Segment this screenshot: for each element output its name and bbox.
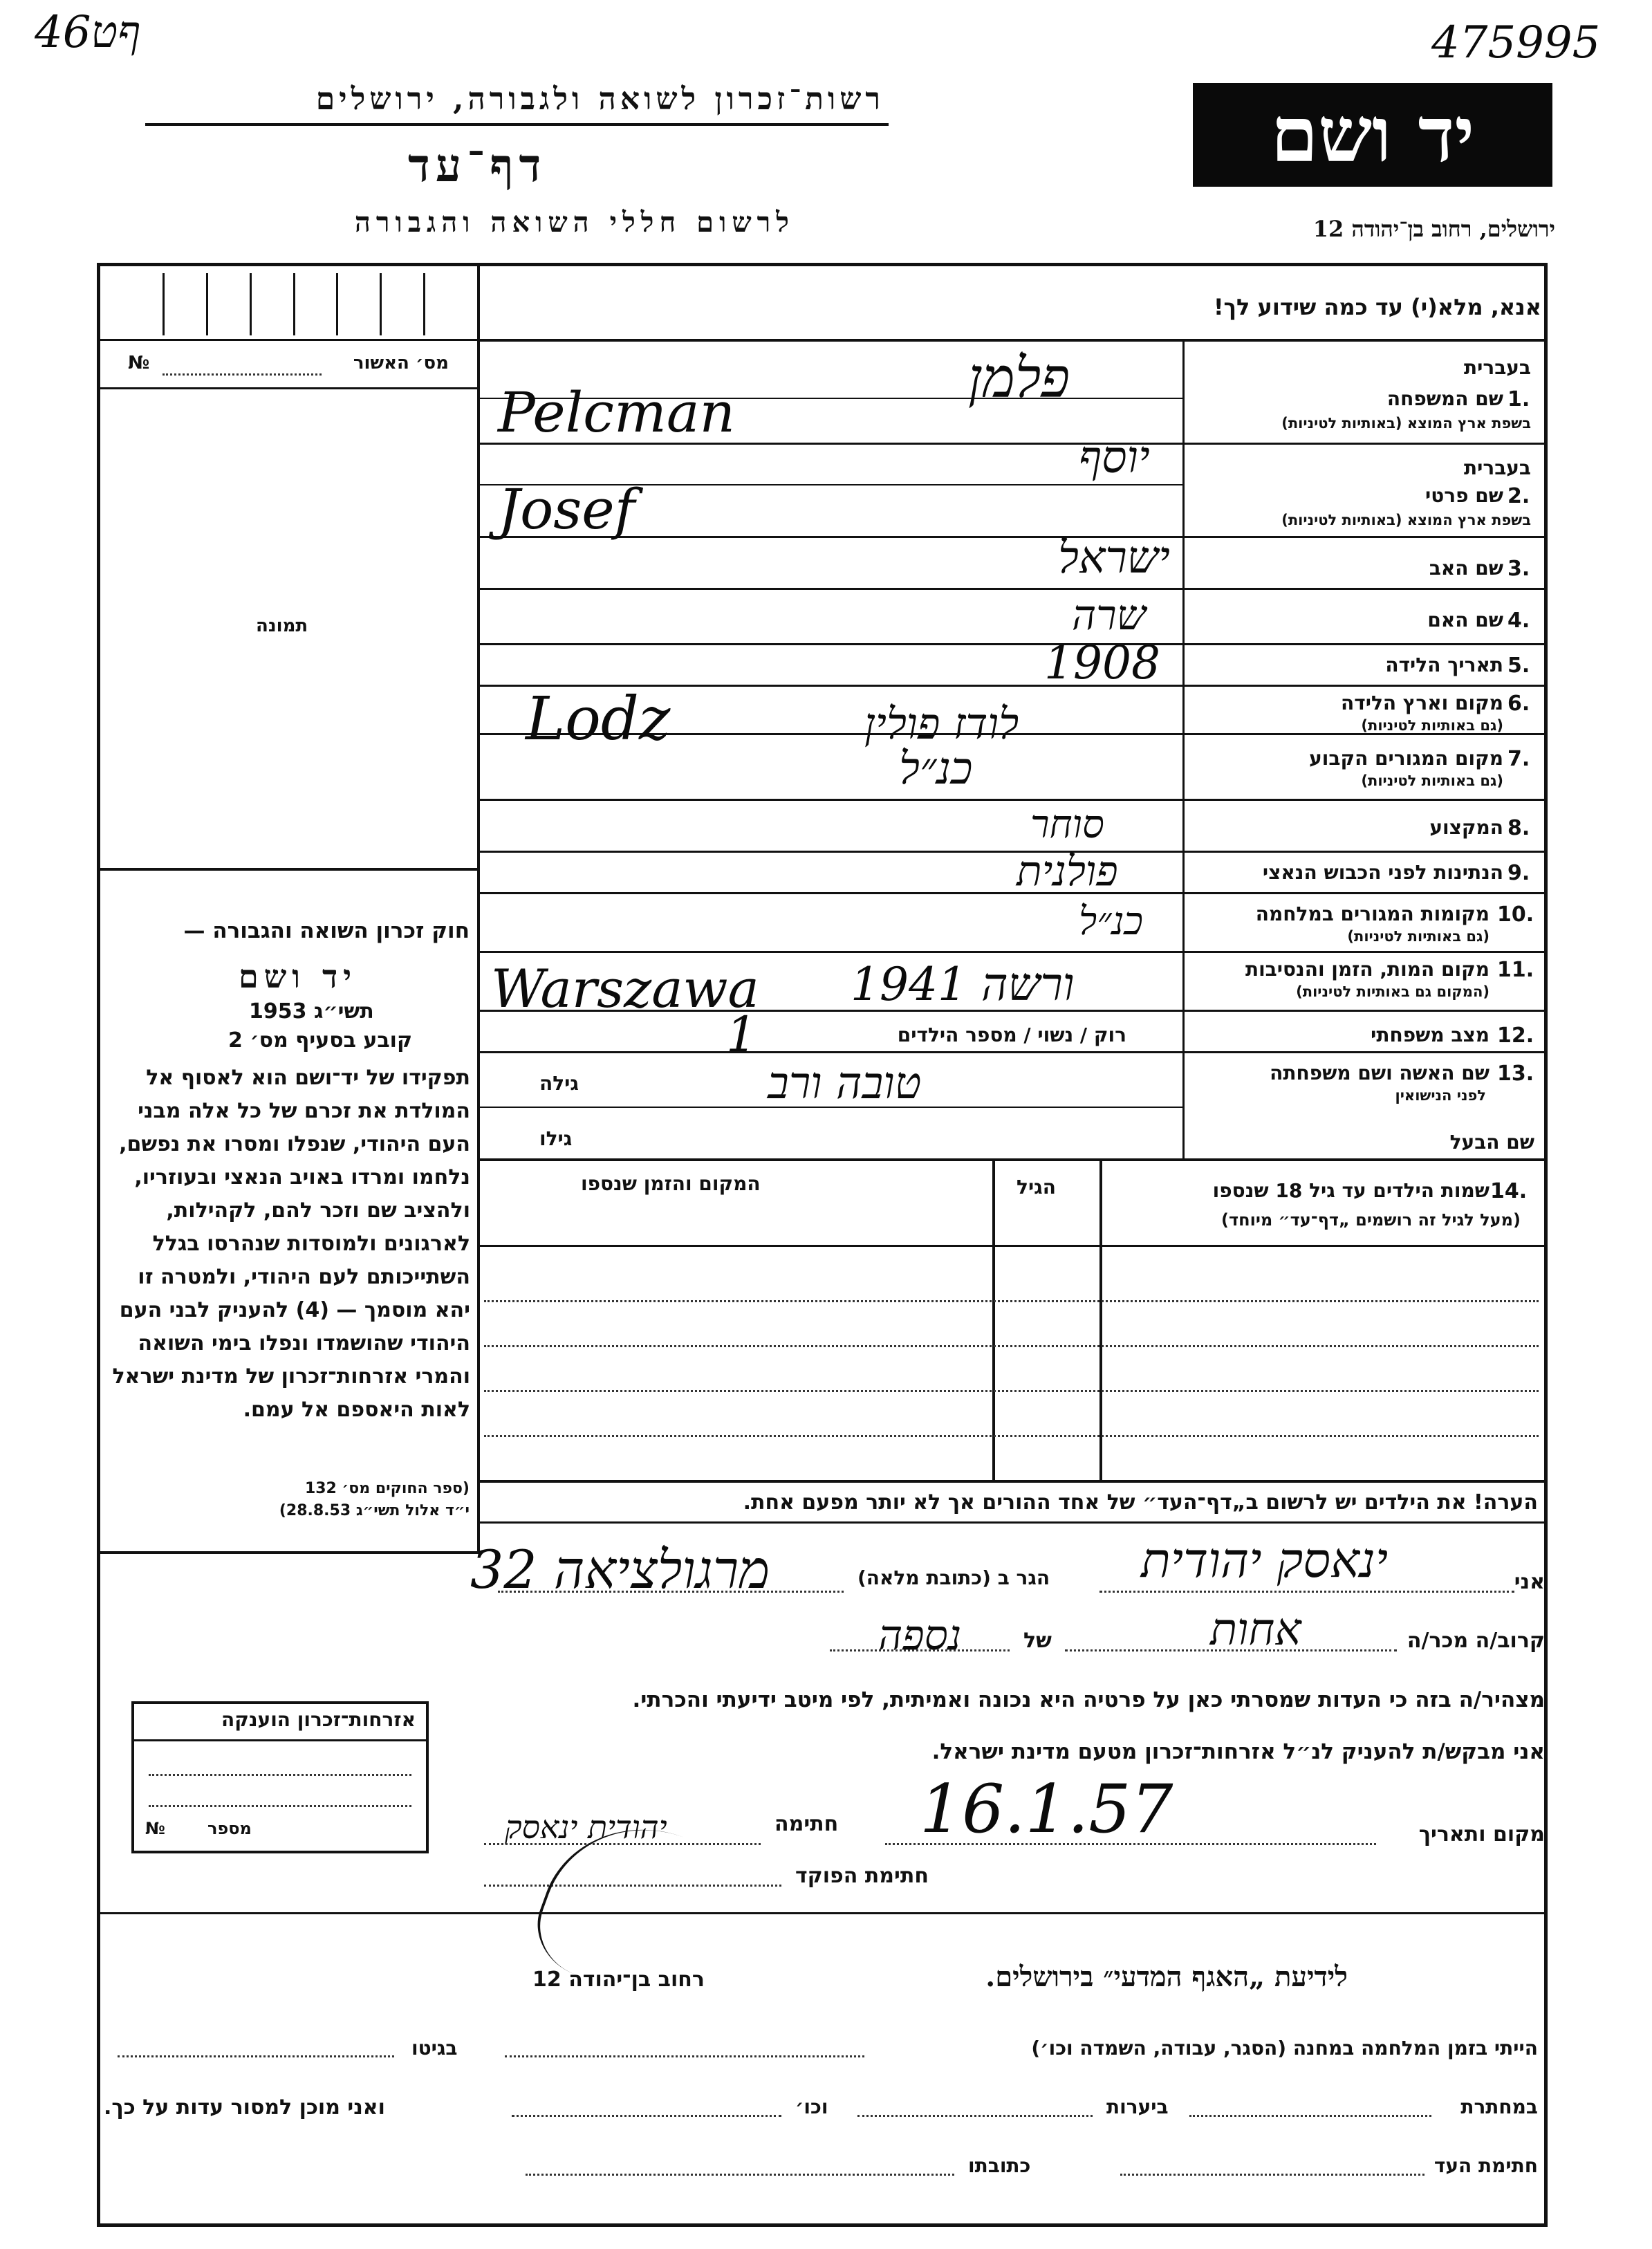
- row-rule: [477, 643, 1548, 645]
- value-first-name-hebrew: יוסף: [1079, 432, 1150, 483]
- instruction-row-bottom: [477, 339, 1548, 342]
- corner-record-number: 475995: [1431, 17, 1601, 68]
- of-value: נספה: [878, 1611, 962, 1660]
- value-family-name-latin: Pelcman: [498, 380, 736, 445]
- value-family-name-hebrew: פלמן: [968, 346, 1070, 410]
- footer-institute: לידיעת „האגף המדעי״ בירושלים.: [985, 1961, 1348, 1993]
- field-number: 1.: [1507, 387, 1530, 411]
- children-label: שמות הילדים עד גיל 18 שנספו: [1212, 1179, 1489, 1202]
- value-nationality: פולנית: [1017, 847, 1118, 896]
- declaration-text: מצהיר/ה בזה כי העדות שמסרתי כאן על פרטיה היא נכונה ואמיתית, לפי מיטב ידיעתי והכרתי.: [632, 1687, 1545, 1712]
- footer-line2-etc-blank: [512, 2115, 781, 2117]
- field-number: 12.: [1497, 1024, 1534, 1048]
- field-number: 4.: [1507, 609, 1530, 633]
- field-label-nationality: הנתינות לפני הכבוש הנאצי: [1262, 861, 1503, 884]
- authority-line: רשות־זכרון לשואה ולגבורה, ירושלים: [315, 82, 884, 117]
- signature-value: יהודית ינאסק: [505, 1808, 667, 1846]
- field-sub: בשפת ארץ המוצא (באותיות לטיניות): [1281, 512, 1531, 528]
- sidebar-bottom-rule: [100, 1551, 479, 1554]
- instruction-text: אנא, מלא(י) עד כמה שידוע לך!: [1213, 294, 1541, 320]
- approval-number-line: [163, 373, 322, 376]
- photo-label: תמונה: [256, 616, 308, 636]
- footer-institute-address: רחוב בן־יהודה 12: [532, 1968, 705, 1992]
- logo-text: יד ושם: [1270, 90, 1475, 179]
- row-rule: [477, 1158, 1548, 1161]
- relation-label: קרוב/ה מכר/ה: [1407, 1629, 1545, 1653]
- signature-label: חתימה: [774, 1812, 839, 1836]
- label-column-divider: [1182, 339, 1185, 1158]
- field-number: 6.: [1507, 692, 1530, 716]
- marital-options: רוק / נשוי / מספר הילדים: [897, 1024, 1126, 1046]
- children-row: [484, 1300, 1539, 1302]
- children-sub: (מעל לגיל זה רושמים „דף־עד״ מיוחד): [1221, 1210, 1521, 1230]
- row-rule: [477, 799, 1548, 801]
- field-sub: לפני הנישואין: [1395, 1087, 1486, 1104]
- sidebar-top-rule: [100, 339, 477, 341]
- row-rule: [477, 1051, 1548, 1053]
- value-birth-place: לודז פולין: [864, 698, 1019, 749]
- law-year: תשי״ג 1953: [249, 999, 374, 1024]
- declarant-address-label: הגר ב (כתובת מלאה): [857, 1566, 1050, 1589]
- registry-grid: [121, 273, 467, 335]
- children-row: [484, 1345, 1539, 1347]
- citizenship-box-title: אזרחות־זכרון הוענקה: [221, 1708, 416, 1731]
- citizenship-box-line: [149, 1774, 411, 1776]
- field-number: 2.: [1507, 484, 1530, 508]
- row-rule: [477, 892, 1548, 894]
- field-sub: (המקום גם באותיות לטיניות): [1296, 983, 1489, 1000]
- citizenship-number-sign: №: [145, 1819, 165, 1838]
- authority-underline: [145, 123, 889, 126]
- footer-line3-address: כתובתו: [968, 2154, 1031, 2177]
- institution-address: ירושלים, רחוב בן־יהודה 12: [1312, 216, 1555, 242]
- place-date-value: 16.1.57: [920, 1770, 1173, 1848]
- footer-line3-address-blank: [526, 2174, 954, 2176]
- relation-value: אחות: [1210, 1604, 1301, 1656]
- citizenship-box-rule: [134, 1739, 426, 1741]
- law-title: חוק זכרון השואה והגבורה —: [183, 918, 470, 943]
- value-mother-name: שרה: [1072, 591, 1147, 640]
- value-wife-name: טובה ורב: [768, 1058, 922, 1109]
- note-bottom-rule: [477, 1521, 1548, 1524]
- value-death-place-latin: Warszawa: [491, 958, 759, 1019]
- field-label-marital-status: מצב משפחתי: [1371, 1024, 1489, 1046]
- children-col-place: המקום והזמן שנספו: [581, 1172, 761, 1195]
- field-label-death-place: מקום המות, הזמן והנסיבות: [1245, 958, 1489, 981]
- footer-line2-underground: במחתרת: [1460, 2095, 1538, 2118]
- yad-vashem-logo: [1193, 83, 1552, 187]
- relation-line: [1065, 1649, 1397, 1651]
- footer-line1-ghetto-blank: [118, 2055, 394, 2057]
- field-number: 8.: [1507, 816, 1530, 840]
- children-header-rule: [477, 1245, 1548, 1247]
- children-note: הערה! את הילדים יש לרשום ב„דף־העד״ של אחד ההורים אך לא יותר מפעם אחת.: [743, 1490, 1538, 1515]
- wife-age-label: גילה: [539, 1072, 579, 1095]
- value-profession: סוחר: [1030, 802, 1104, 847]
- row-rule: [477, 951, 1548, 953]
- field-label-wife-name: שם האשה ושם משפחתה: [1270, 1062, 1489, 1084]
- field-label-profession: המקצוע: [1429, 816, 1503, 839]
- field-hebrew-tag: בעברית: [1463, 356, 1531, 379]
- value-wartime-residence: כנ״ל: [1079, 899, 1144, 944]
- children-field-number: 14.: [1490, 1179, 1528, 1203]
- citizenship-number-label: מספר: [207, 1819, 252, 1838]
- row-rule: [477, 588, 1548, 590]
- field-hebrew-tag: בעברית: [1463, 456, 1531, 479]
- field-label-first-name: שם פרטי: [1424, 484, 1503, 507]
- value-birth-place-latin: Lodz: [526, 685, 671, 754]
- field-number: 7.: [1507, 747, 1530, 771]
- field-number: 3.: [1507, 557, 1530, 581]
- of-label: של: [1023, 1629, 1052, 1653]
- field-label-wartime-residence: מקומות המגורים במלחמה: [1255, 903, 1489, 925]
- footer-line2-etc: וכו׳: [795, 2095, 828, 2118]
- approval-number-sign: №: [128, 353, 150, 373]
- value-death-place: ורשה 1941: [851, 958, 1075, 1011]
- of-line: [830, 1649, 1010, 1651]
- husband-age-label: גילו: [539, 1127, 573, 1150]
- footer-line2-forests-blank: [857, 2115, 1093, 2117]
- field-number: 11.: [1497, 958, 1534, 982]
- field-label-birth-date: תאריך הלידה: [1385, 654, 1503, 676]
- field-sub: (גם באותיות לטיניות): [1361, 772, 1503, 789]
- law-reference-2: י״ד אלול תשי״ג 28.8.53): [279, 1502, 470, 1519]
- footer-line2-underground-blank: [1189, 2115, 1431, 2117]
- field-number: 10.: [1497, 903, 1534, 927]
- field-label-husband-name: שם הבעל: [1449, 1131, 1534, 1154]
- footer-line1-ghetto: בגיטו: [411, 2037, 458, 2060]
- field-label-father-name: שם האב: [1429, 557, 1503, 580]
- field-label-birth-place: מקום וארץ הלידה: [1341, 692, 1503, 714]
- officer-signature-label: חתימת הפוקד: [795, 1864, 929, 1888]
- corner-archive-mark: ףט46: [35, 7, 141, 58]
- approval-number-label: מס׳ האשור: [353, 353, 449, 373]
- place-date-label: מקום ותאריך: [1418, 1822, 1545, 1847]
- sidebar-divider: [477, 266, 480, 1553]
- children-row: [484, 1390, 1539, 1392]
- footer-line3-signature-blank: [1120, 2174, 1424, 2176]
- law-reference-1: (ספר החוקים מס׳ 132: [304, 1480, 470, 1497]
- row-rule: [477, 536, 1548, 538]
- field-label-family-name: שם המשפחה: [1386, 387, 1503, 410]
- row-rule: [477, 851, 1548, 853]
- field-number: 9.: [1507, 861, 1530, 885]
- declarant-name-line: [1099, 1591, 1514, 1593]
- children-col-age: הגיל: [1017, 1176, 1056, 1198]
- children-bottom-rule: [477, 1480, 1548, 1483]
- law-name: יד ושם: [239, 958, 358, 995]
- field-number: 13.: [1497, 1062, 1534, 1086]
- value-residence: כנ״ל: [899, 743, 973, 795]
- form-subtitle: לרשום חללי השואה והגבורה: [354, 206, 795, 239]
- place-date-line: [885, 1843, 1376, 1845]
- declarant-name: ינאסק יהודית: [1141, 1532, 1389, 1589]
- field-label-residence: מקום המגורים הקבוע: [1309, 747, 1503, 770]
- declarant-i-label: אני: [1514, 1570, 1545, 1594]
- footer-line3-signature: חתימת העד: [1433, 2154, 1538, 2177]
- field-sub: (גם באותיות לטיניות): [1361, 717, 1503, 734]
- citizenship-box-line: [149, 1805, 411, 1807]
- footer-line1-camp: הייתי בזמן המלחמה במחנה (הסגר, עבודה, השמדה וכו׳): [1031, 2037, 1538, 2060]
- children-row: [484, 1435, 1539, 1437]
- footer-line1-camp-blank: [505, 2055, 864, 2057]
- photo-bottom-rule: [100, 868, 477, 871]
- footer-line2-forests: ביערות: [1106, 2095, 1169, 2118]
- children-age-col-left: [992, 1158, 995, 1480]
- footer-divider: [100, 1912, 1546, 1914]
- request-text: אני מבקש/ת להעניק לנ״ל אזרחות־זכרון מטעם מדינת ישראל.: [931, 1739, 1545, 1764]
- value-birth-date: 1908: [1044, 636, 1160, 689]
- declarant-address: מרגולציאה 32: [470, 1539, 770, 1600]
- value-children-count: 1: [726, 1006, 757, 1063]
- children-age-col-right: [1099, 1158, 1102, 1480]
- field-sub: בשפת ארץ המוצא (באותיות לטיניות): [1281, 415, 1531, 432]
- law-clause: קובע בסעיף מס׳ 2: [228, 1028, 413, 1053]
- footer-line2-testimony: ואני מוכן למסור עדות על כך.: [104, 2095, 385, 2120]
- approval-rule: [100, 387, 477, 389]
- declarant-address-line: [498, 1591, 844, 1593]
- value-father-name: ישראל: [1058, 533, 1170, 584]
- field-sub: (גם באותיות לטיניות): [1347, 928, 1489, 945]
- law-text: תפקידו של יד־ושם הוא לאסוף אל המולדת את זכרם של כל אלה מבני העם היהודי, שנפלו ומסרו את נפשם, נלחמו ומרדו באויב הנאצי ובעוזריו, ולהציב שם וזכר להם, לקהילות, לארגונים ולמוסדות שנהרסו בגלל השתייכותם לעם היהודי, ולמטרה זו יהא מוסמך — (4) להעניק לבני העם היהודי שהושמדו ונפלו בימי השואה והמרי אזרחות־זכרון של מדינת ישראל לאות היאספם אל עמם.: [112, 1066, 470, 1422]
- field-label-mother-name: שם האם: [1427, 609, 1503, 631]
- form-title: דף־עד: [408, 138, 547, 192]
- value-first-name-latin: Josef: [498, 477, 635, 542]
- field-number: 5.: [1507, 654, 1530, 678]
